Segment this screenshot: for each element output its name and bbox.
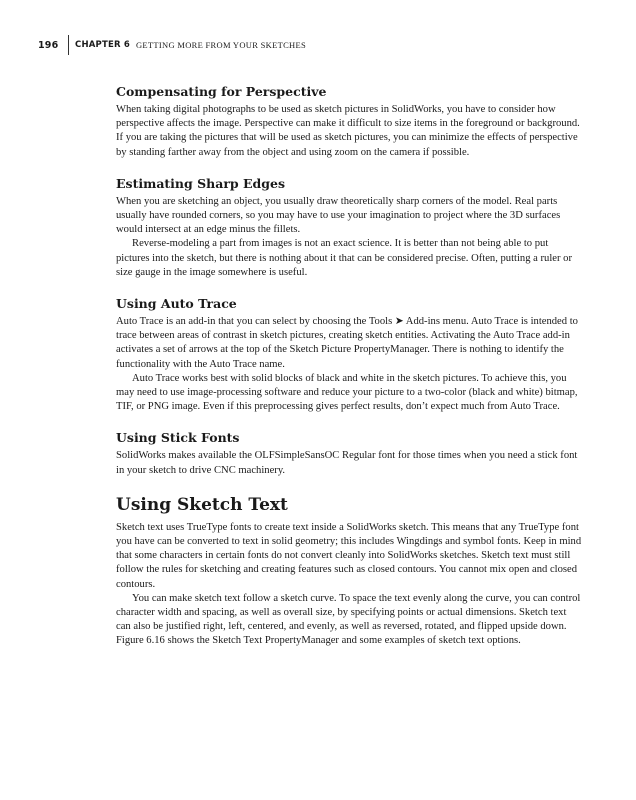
paragraph: When taking digital photographs to be used as sketch pictures in SolidWorks, you have to consider how perspective affects the image. Perspective can make it difficult to size items in the foreground or background. If you are taking the pictures that will be used as sketch pictures, you can minimize the effects of perspective by standing farther away from the object and using zoom on the camera if possible. xyxy=(116,104,580,158)
header-divider xyxy=(68,35,69,55)
section-heading: Estimating Sharp Edges xyxy=(116,175,286,191)
paragraph: Auto Trace is an add-in that you can select by choosing the Tools ➤ Add-ins menu. Auto Trace is intended to trace between areas of contrast in sketch pictures, creating sketch entities. Activating the Auto Trace add-in activates a set of arrows at the top of the Sketch Picture PropertyManager. There is nothing to identify the functionality with the Auto Trace name. xyxy=(116,316,578,370)
chapter-label: CHAPTER 6 xyxy=(75,40,130,50)
section-heading: Compensating for Perspective xyxy=(116,84,327,99)
paragraph: When you are sketching an object, you usually draw theoretically sharp corners of the model. Real parts usually have rounded corners, so you may have to use your imagination to project where the 3D surfaces would intersect at an edge minus the fillets. xyxy=(116,195,561,236)
main-heading: Using Sketch Text xyxy=(116,494,288,515)
section-using-sketch-text xyxy=(116,494,582,649)
section-using-auto-trace xyxy=(116,296,582,414)
paragraph: Sketch text uses TrueType fonts to create text inside a SolidWorks sketch. This means that any TrueType font you have can be converted to text in solid geometry; this includes Wingdings and symbol fonts. Keep in mind that some characters in certain fonts do not convert cleanly into SolidWorks sketches. Sketch text must still follow the rules for sketching and creating features such as closed contours. You cannot mix open and closed contours. xyxy=(116,521,582,590)
section-estimating-sharp-edges xyxy=(116,176,582,280)
paragraph: Reverse-modeling a part from images is not an exact science. It is better than not being able to put pictures into the sketch, but there is nothing about it that can be considered precise. Often, putting a ruler or size gauge in the image somewhere is useful. xyxy=(116,238,572,278)
section-compensating-perspective xyxy=(116,84,582,160)
page-body xyxy=(116,84,582,663)
page-number: 196 xyxy=(38,39,59,51)
chapter-title: GETTING MORE FROM YOUR SKETCHES xyxy=(135,40,307,50)
section-heading: Using Auto Trace xyxy=(116,296,237,312)
section-using-stick-fonts xyxy=(116,430,582,477)
section-heading: Using Stick Fonts xyxy=(116,430,240,446)
paragraph: Auto Trace works best with solid blocks of black and white in the sketch pictures. To achieve this, you may need to use image-processing software and reduce your picture to a two-color (black and white) bitmap, TIF, or PNG image. Even if this preprocessing gives perfect results, don’t expect much from Auto Trace. xyxy=(116,372,578,413)
paragraph: You can make sketch text follow a sketch curve. To space the text evenly along the curve, you can control character width and spacing, as well as overall size, by specifying points or actual dimensions. Sketch text can also be justified right, left, centered, and evenly, as well as reversed, rotated, and flipped upside down. Figure 6.16 shows the Sketch Text PropertyManager and some examples of sketch text options. xyxy=(116,592,581,647)
running-head xyxy=(38,36,306,54)
paragraph: SolidWorks makes available the OLFSimpleSansOC Regular font for those times when you need a stick font in your sketch to drive CNC machinery. xyxy=(116,450,578,476)
